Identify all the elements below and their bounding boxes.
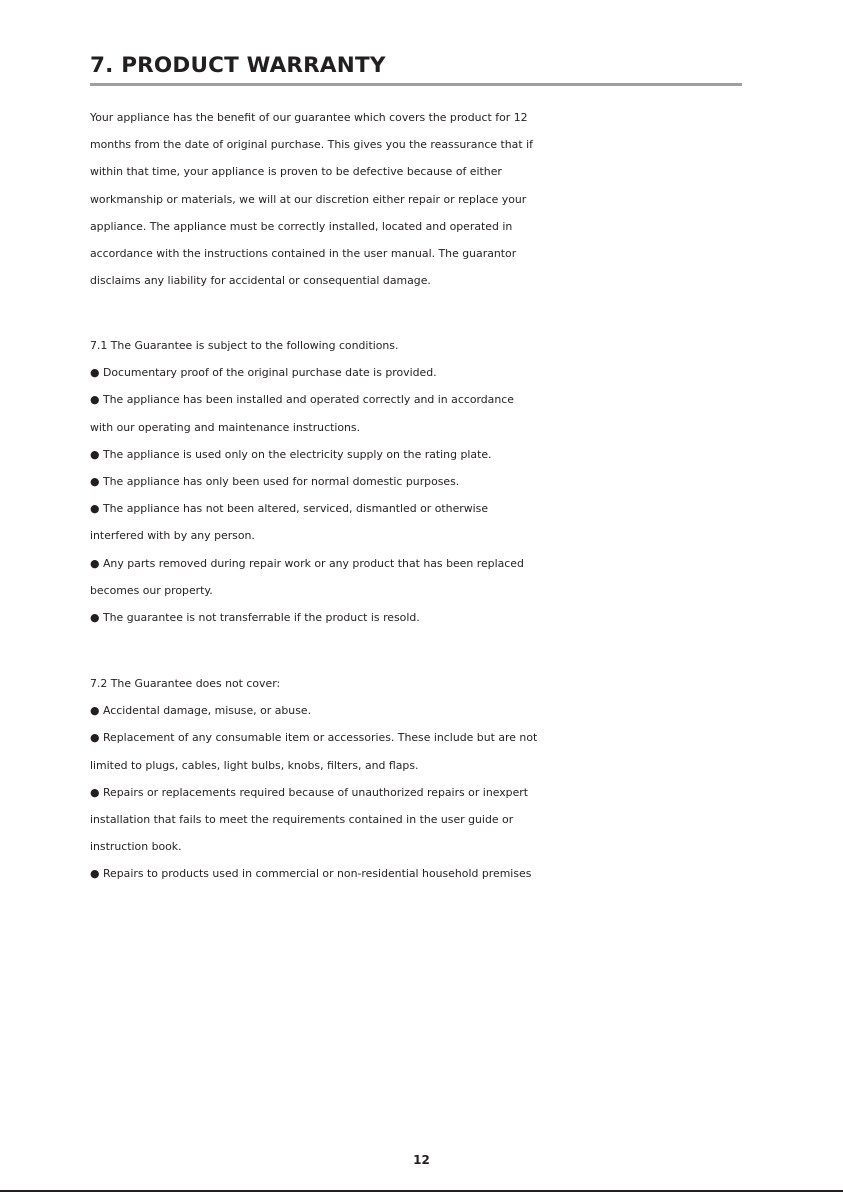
- list-item-continuation: limited to plugs, cables, light bulbs, knobs, filters, and flaps.: [90, 758, 419, 772]
- intro-line: disclaims any liability for accidental or consequential damage.: [90, 274, 431, 288]
- intro-line: accordance with the instructions contained in the user manual. The guarantor: [90, 247, 517, 261]
- list-item: ● The appliance has not been altered, serviced, dismantled or otherwise: [90, 495, 752, 522]
- list-item-continuation: interfered with by any person.: [90, 529, 255, 543]
- list-item: ● Any parts removed during repair work or any product that has been replaced: [90, 550, 752, 577]
- section-title: 7.1 The Guarantee is subject to the following conditions.: [90, 339, 399, 352]
- page-title: 7. PRODUCT WARRANTY: [90, 53, 386, 78]
- bullet-icon: ●: [90, 475, 100, 489]
- intro-line: months from the date of original purchase. This gives you the reassurance that if: [90, 138, 533, 152]
- list-item-continuation: instruction book.: [90, 840, 182, 854]
- intro-line: appliance. The appliance must be correctly installed, located and operated in: [90, 219, 513, 233]
- list-item-continuation: installation that fails to meet the requirements contained in the user guide or: [90, 813, 514, 827]
- list-item: ● The guarantee is not transferrable if the product is resold.: [90, 604, 752, 631]
- list-item: ● Accidental damage, misuse, or abuse.: [90, 697, 752, 724]
- title-underline: [90, 83, 742, 86]
- list-item-continuation: becomes our property.: [90, 583, 213, 597]
- bullet-icon: ●: [90, 502, 100, 516]
- intro-paragraph: [90, 104, 752, 294]
- list-item: ● Replacement of any consumable item or accessories. These include but are not: [90, 724, 752, 751]
- section-exclusions: [90, 670, 752, 888]
- intro-line: Your appliance has the benefit of our guarantee which covers the product for 12: [90, 111, 528, 124]
- list-item: ● Repairs or replacements required because of unauthorized repairs or inexpert: [90, 779, 752, 806]
- page-number: 12: [413, 1153, 430, 1167]
- bullet-icon: ●: [90, 704, 100, 718]
- intro-line: workmanship or materials, we will at our discretion either repair or replace your: [90, 192, 527, 206]
- bullet-icon: ●: [90, 447, 100, 461]
- bullet-icon: ●: [90, 366, 100, 380]
- bullet-icon: ●: [90, 867, 100, 881]
- list-item: ● Documentary proof of the original purchase date is provided.: [90, 359, 752, 386]
- list-item: ● Repairs to products used in commercial or non-residential household premises: [90, 860, 752, 887]
- bullet-icon: ●: [90, 731, 100, 745]
- bullet-icon: ●: [90, 611, 100, 625]
- list-item-continuation: with our operating and maintenance instructions.: [90, 420, 361, 434]
- bullet-icon: ●: [90, 556, 100, 570]
- bullet-icon: ●: [90, 785, 100, 799]
- intro-line: within that time, your appliance is proven to be defective because of either: [90, 165, 502, 179]
- section-conditions: [90, 332, 752, 631]
- list-item: ● The appliance is used only on the electricity supply on the rating plate.: [90, 441, 752, 468]
- list-item: ● The appliance has only been used for normal domestic purposes.: [90, 468, 752, 495]
- bullet-icon: ●: [90, 393, 100, 407]
- list-item: ● The appliance has been installed and operated correctly and in accordance: [90, 386, 752, 413]
- section-title: 7.2 The Guarantee does not cover:: [90, 677, 281, 690]
